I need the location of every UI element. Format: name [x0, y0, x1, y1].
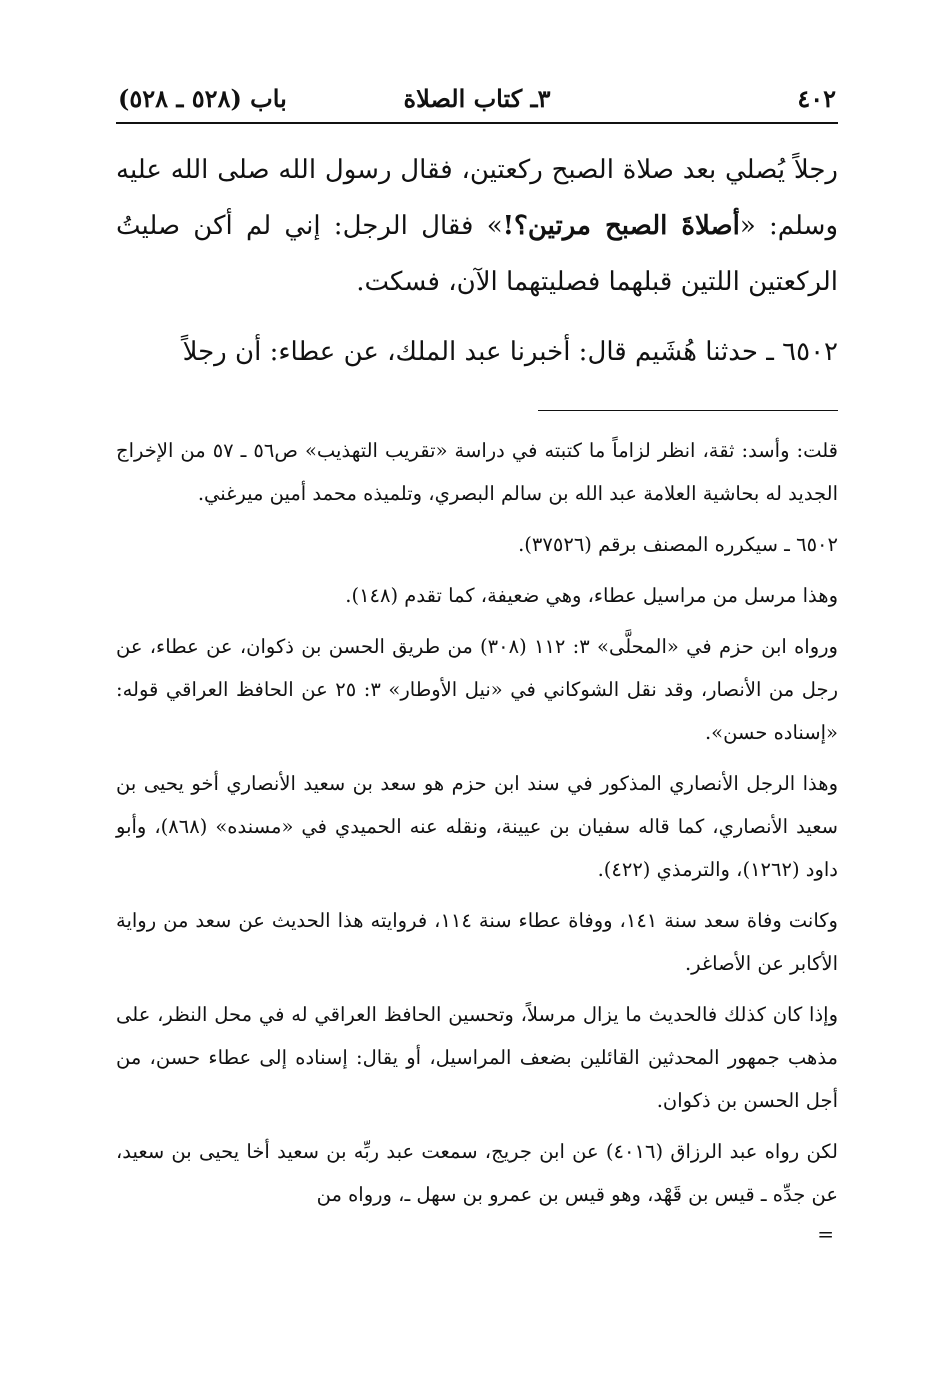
- footnote-paragraph: وهذا الرجل الأنصاري المذكور في سند ابن حزم هو سعد بن سعيد الأنصاري أخو يحيى بن سعيد الأنصاري، كما قاله سفيان بن عيينة، ونقله عنه الحميدي في «مسنده» (٨٦٨)، وأبو داود (١٢٦٢)، والترمذي (٤٢٢).: [116, 772, 838, 881]
- prophet-quote: أصلاةَ الصبح مرتين؟!: [502, 211, 740, 241]
- continuation-mark: =: [817, 1222, 834, 1246]
- main-line: » فقال الرجل: إني لم أكن صليتُ الركعتين: [116, 211, 838, 297]
- hadith-6502: ٦٥٠٢ ـ حدثنا هُشَيم قال: أخبرنا عبد الملك، عن عطاء: أن رجلاً: [182, 337, 838, 367]
- page-header: [116, 78, 838, 124]
- book-title: ٣ـ كتاب الصلاة: [403, 84, 551, 113]
- footnote-paragraph: وإذا كان كذلك فالحديث ما يزال مرسلاً، وتحسين الحافظ العراقي له في محل النظر، على مذهب جمهور المحدثين القائلين بضعف المراسيل، أو يقال: إسناده إلى عطاء حسن، من أجل الحسن بن ذكوان.: [116, 1003, 838, 1112]
- book-page: [116, 78, 838, 1246]
- chapter-heading: باب (٥٢٨ ـ ٥٢٨): [118, 84, 287, 113]
- main-line: وسلم: «: [739, 211, 838, 241]
- footnotes: [116, 429, 838, 1216]
- footnote-paragraph: ٦٥٠٢ ـ سيكرره المصنف برقم (٣٧٥٢٦).: [518, 533, 838, 556]
- page-number: ٤٠٢: [797, 84, 836, 113]
- main-line: رجلاً يُصلي بعد صلاة الصبح ركعتين، فقال رسول الله صلى الله عليه: [116, 155, 838, 185]
- main-line: اللتين قبلهما فصليتهما الآن، فسكت.: [356, 267, 740, 297]
- main-paragraph: [116, 142, 838, 310]
- footnote-paragraph: وكانت وفاة سعد سنة ١٤١، ووفاة عطاء سنة ١١٤، فروايته هذا الحديث عن سعد من رواية الأكابر عن الأصاغر.: [116, 909, 838, 975]
- footnote-divider: [538, 410, 838, 411]
- footnote-paragraph: وهذا مرسل من مراسيل عطاء، وهي ضعيفة، كما تقدم (١٤٨).: [345, 584, 838, 607]
- main-text: [116, 142, 838, 380]
- footnote-paragraph: قلت: وأسد: ثقة، انظر لزاماً ما كتبته في دراسة «تقريب التهذيب» ص٥٦ ـ ٥٧ من الإخراج الجديد له بحاشية العلامة عبد الله بن سالم البصري، وتلميذه محمد أمين ميرغني.: [116, 439, 838, 505]
- footnote-paragraph: ورواه ابن حزم في «المحلَّى» ٣: ١١٢ (٣٠٨) من طريق الحسن بن ذكوان، عن عطاء، عن رجل من الأنصار، وقد نقل الشوكاني في «نيل الأوطار» ٣: ٢٥ عن الحافظ العراقي قوله: «إسناده حسن».: [116, 635, 838, 744]
- footnote-paragraph: لكن رواه عبد الرزاق (٤٠١٦) عن ابن جريج، سمعت عبد ربِّه بن سعيد أخا يحيى بن سعيد، عن جدِّه ـ قيس بن قَهْد، وهو قيس بن عمرو بن سهل ـ، ورواه من: [116, 1140, 838, 1206]
